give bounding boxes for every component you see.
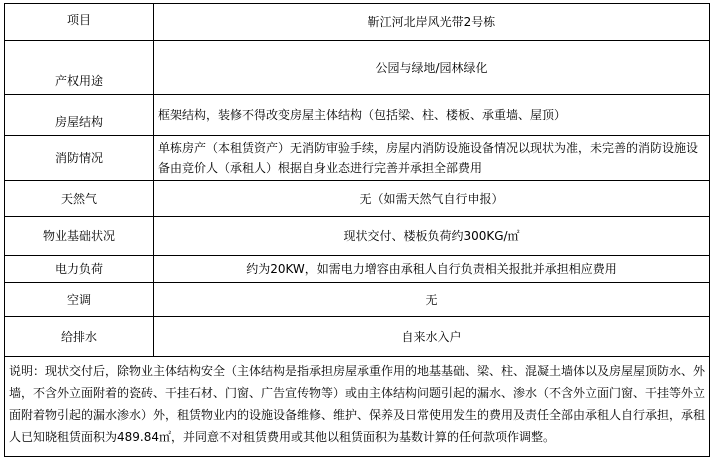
table-row-usage (5, 41, 710, 95)
row-label-fire: 消防情况 (5, 136, 154, 181)
table-row-structure (5, 95, 710, 136)
row-value-structure: 框架结构，装修不得改变房屋主体结构（包括梁、柱、楼板、承重墙、屋顶） (154, 95, 710, 136)
table-row-gas (5, 181, 710, 217)
row-value-water: 自来水入户 (154, 317, 710, 357)
row-label-usage: 产权用途 (5, 41, 154, 95)
row-value-project: 靳江河北岸风光带2号栋 (154, 4, 710, 41)
row-value-power: 约为20KW，如需电力增容由承租人自行负责相关报批并承担相应费用 (154, 256, 710, 283)
row-label-structure: 房屋结构 (5, 95, 154, 136)
row-label-gas: 天然气 (5, 181, 154, 217)
row-label-water: 给排水 (5, 317, 154, 357)
row-label-power: 电力负荷 (5, 256, 154, 283)
table-row-water (5, 317, 710, 357)
table-row-note (5, 357, 710, 457)
row-value-gas: 无（如需天然气自行申报） (154, 181, 710, 217)
row-value-ac: 无 (154, 283, 710, 317)
row-value-property-basics: 现状交付、楼板负荷约300KG/㎡ (154, 217, 710, 256)
property-info-table (4, 3, 710, 457)
table-row-power (5, 256, 710, 283)
row-value-usage: 公园与绿地/园林绿化 (154, 41, 710, 95)
table-row-ac (5, 283, 710, 317)
row-value-fire: 单栋房产（本租赁资产）无消防审验手续，房屋内消防设施设备情况以现状为准，未完善的消防设施设备由竞价人（承租人）根据自身业态进行完善并承担全部费用 (154, 136, 710, 181)
table-row-fire (5, 136, 710, 181)
note-text: 说明：现状交付后，除物业主体结构安全（主体结构是指承担房屋承重作用的地基基础、梁、柱、混凝土墙体以及房屋屋顶防水、外墙，不含外立面附着的瓷砖、干挂石材、门窗、广告宣传物等）或由主体结构问题引起的漏水、渗水（不含外立面门窗、干挂等外立面附着物引起的漏水渗水）外，租赁物业内的设施设备维修、维护、保养及日常使用发生的费用及责任全部由承租人自行承担，承租人已知晓租赁面积为489.84㎡，并同意不对租赁费用或其他以租赁面积为基数计算的任何款项作调整。 (5, 357, 710, 457)
table-row-project (5, 4, 710, 41)
row-label-project: 项目 (5, 4, 154, 41)
table-row-property-basics (5, 217, 710, 256)
row-label-ac: 空调 (5, 283, 154, 317)
row-label-property-basics: 物业基础状况 (5, 217, 154, 256)
